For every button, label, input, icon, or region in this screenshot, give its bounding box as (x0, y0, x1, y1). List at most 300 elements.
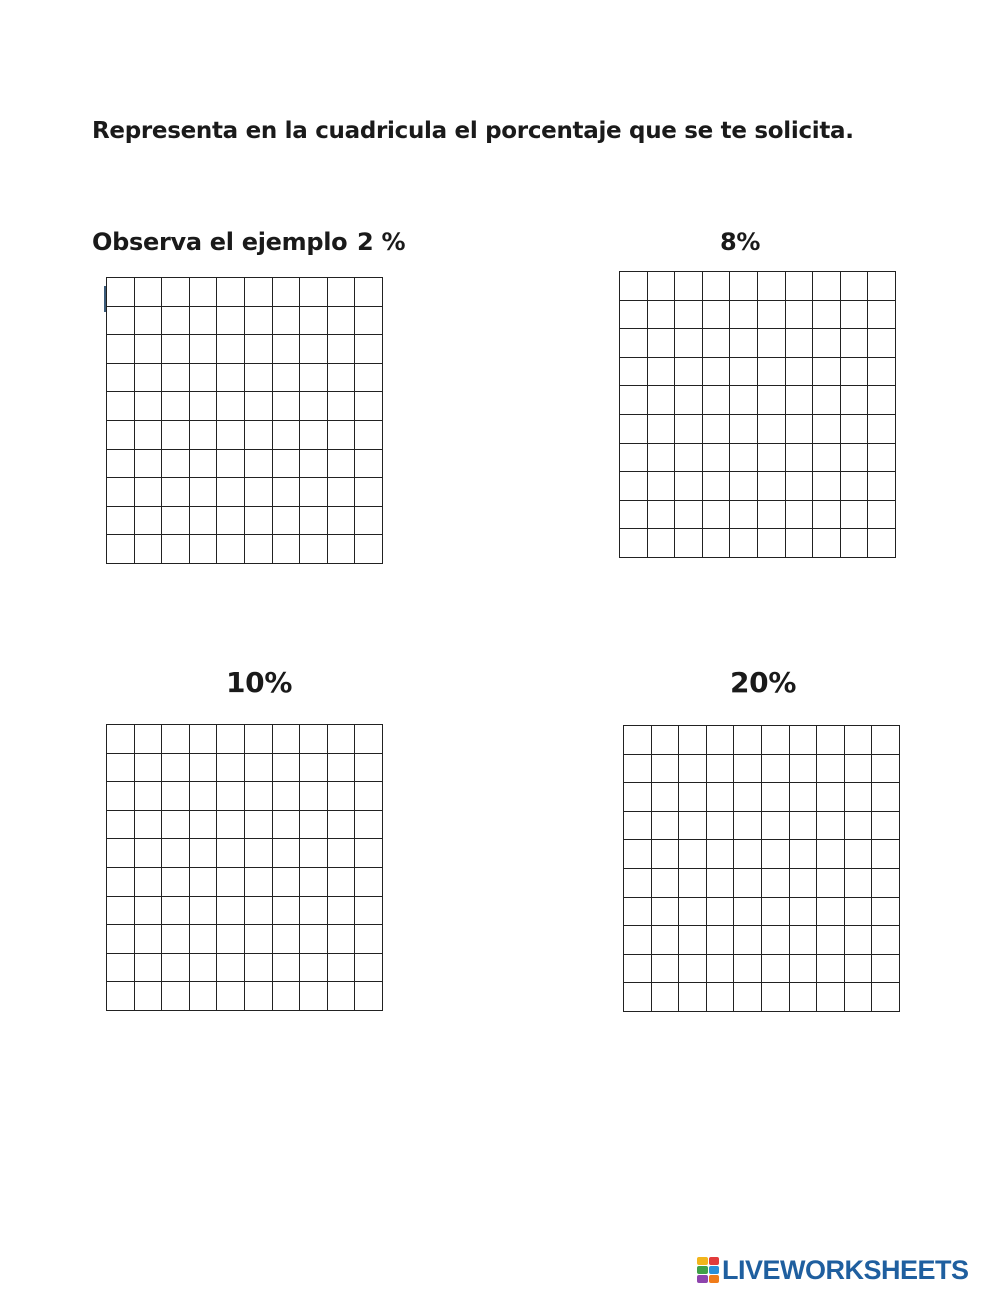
grid-cell[interactable] (162, 725, 190, 754)
grid-cell[interactable] (245, 868, 273, 897)
grid-cell[interactable] (679, 840, 707, 869)
grid-cell[interactable] (135, 535, 163, 564)
grid-cell[interactable] (675, 329, 703, 358)
grid-cell[interactable] (135, 782, 163, 811)
grid-cell[interactable] (107, 897, 135, 926)
grid-cell[interactable] (730, 272, 758, 301)
grid-cell[interactable] (217, 507, 245, 536)
grid-cell[interactable] (300, 507, 328, 536)
grid-cell[interactable] (648, 358, 676, 387)
grid-cell[interactable] (730, 501, 758, 530)
grid-cell[interactable] (813, 529, 841, 558)
grid-cell[interactable] (786, 329, 814, 358)
grid-cell[interactable] (845, 983, 873, 1012)
grid-cell[interactable] (817, 898, 845, 927)
grid-cell[interactable] (355, 392, 383, 421)
grid-cell[interactable] (841, 358, 869, 387)
grid-cell[interactable] (300, 307, 328, 336)
grid-cell[interactable] (162, 982, 190, 1011)
grid-cell[interactable] (135, 392, 163, 421)
grid-cell[interactable] (217, 925, 245, 954)
grid-cell[interactable] (245, 954, 273, 983)
grid-cell[interactable] (730, 444, 758, 473)
grid-cell[interactable] (328, 507, 356, 536)
grid-cell[interactable] (762, 783, 790, 812)
grid-cell[interactable] (679, 983, 707, 1012)
grid-cell[interactable] (845, 755, 873, 784)
grid-cell[interactable] (107, 392, 135, 421)
grid-cell[interactable] (868, 358, 896, 387)
grid-cell[interactable] (300, 392, 328, 421)
grid-cell[interactable] (355, 335, 383, 364)
grid-cell[interactable] (872, 926, 900, 955)
grid-cell[interactable] (217, 307, 245, 336)
grid-cell[interactable] (190, 782, 218, 811)
grid-cell[interactable] (620, 358, 648, 387)
grid-cell[interactable] (107, 982, 135, 1011)
grid-cell[interactable] (217, 335, 245, 364)
grid-cell[interactable] (675, 444, 703, 473)
grid-cell[interactable] (841, 386, 869, 415)
grid-cell[interactable] (135, 421, 163, 450)
grid-cell[interactable] (703, 444, 731, 473)
grid-cell[interactable] (648, 529, 676, 558)
grid-cell[interactable] (162, 450, 190, 479)
grid-cell[interactable] (786, 358, 814, 387)
grid-cell[interactable] (107, 364, 135, 393)
grid-cell[interactable] (273, 754, 301, 783)
grid-cell[interactable] (734, 869, 762, 898)
grid-cell[interactable] (707, 955, 735, 984)
grid-cell[interactable] (758, 272, 786, 301)
grid-cell[interactable] (652, 783, 680, 812)
grid-cell[interactable] (679, 898, 707, 927)
grid-cell[interactable] (620, 529, 648, 558)
grid-cell[interactable] (648, 415, 676, 444)
grid-cell[interactable] (707, 983, 735, 1012)
grid-cell[interactable] (162, 782, 190, 811)
grid-cell[interactable] (648, 444, 676, 473)
grid-cell[interactable] (135, 725, 163, 754)
grid-cell[interactable] (841, 301, 869, 330)
grid-cell[interactable] (786, 444, 814, 473)
grid-cell[interactable] (703, 272, 731, 301)
grid-cell[interactable] (162, 335, 190, 364)
grid-cell[interactable] (328, 982, 356, 1011)
grid-cell[interactable] (190, 725, 218, 754)
grid-cell[interactable] (620, 272, 648, 301)
grid-cell[interactable] (762, 869, 790, 898)
grid-cell[interactable] (300, 535, 328, 564)
grid-cell[interactable] (679, 812, 707, 841)
grid-cell[interactable] (135, 954, 163, 983)
grid-cell[interactable] (624, 869, 652, 898)
grid-cell[interactable] (300, 725, 328, 754)
grid-10-percent[interactable] (106, 724, 383, 1011)
grid-cell[interactable] (135, 278, 163, 307)
grid-cell[interactable] (762, 955, 790, 984)
grid-cell[interactable] (217, 421, 245, 450)
grid-cell[interactable] (758, 529, 786, 558)
grid-cell[interactable] (300, 925, 328, 954)
grid-cell[interactable] (355, 982, 383, 1011)
grid-cell[interactable] (245, 754, 273, 783)
grid-cell[interactable] (652, 926, 680, 955)
grid-cell[interactable] (245, 839, 273, 868)
grid-cell[interactable] (135, 335, 163, 364)
grid-cell[interactable] (245, 278, 273, 307)
grid-cell[interactable] (786, 272, 814, 301)
grid-cell[interactable] (758, 358, 786, 387)
grid-cell[interactable] (734, 898, 762, 927)
grid-cell[interactable] (355, 782, 383, 811)
grid-cell[interactable] (872, 869, 900, 898)
grid-cell[interactable] (817, 869, 845, 898)
grid-cell[interactable] (162, 868, 190, 897)
grid-cell[interactable] (107, 754, 135, 783)
grid-cell[interactable] (328, 754, 356, 783)
grid-cell[interactable] (652, 726, 680, 755)
grid-cell[interactable] (841, 415, 869, 444)
grid-cell[interactable] (355, 868, 383, 897)
grid-cell[interactable] (135, 839, 163, 868)
grid-cell[interactable] (107, 839, 135, 868)
grid-cell[interactable] (730, 301, 758, 330)
grid-cell[interactable] (730, 358, 758, 387)
grid-cell[interactable] (273, 725, 301, 754)
grid-cell[interactable] (707, 812, 735, 841)
grid-cell[interactable] (868, 501, 896, 530)
grid-cell[interactable] (355, 278, 383, 307)
grid-cell[interactable] (217, 982, 245, 1011)
grid-cell[interactable] (703, 501, 731, 530)
grid-cell[interactable] (190, 897, 218, 926)
grid-cell[interactable] (162, 392, 190, 421)
grid-cell[interactable] (703, 472, 731, 501)
grid-cell[interactable] (355, 811, 383, 840)
grid-cell[interactable] (648, 472, 676, 501)
grid-cell[interactable] (273, 811, 301, 840)
grid-cell[interactable] (872, 755, 900, 784)
grid-cell[interactable] (624, 898, 652, 927)
grid-cell[interactable] (245, 307, 273, 336)
grid-cell[interactable] (813, 472, 841, 501)
grid-cell[interactable] (162, 897, 190, 926)
grid-cell[interactable] (328, 392, 356, 421)
grid-cell[interactable] (841, 529, 869, 558)
grid-cell[interactable] (624, 983, 652, 1012)
grid-cell[interactable] (703, 386, 731, 415)
grid-cell[interactable] (620, 501, 648, 530)
grid-cell[interactable] (107, 421, 135, 450)
grid-cell[interactable] (328, 450, 356, 479)
grid-cell[interactable] (355, 307, 383, 336)
grid-cell[interactable] (273, 507, 301, 536)
grid-cell[interactable] (107, 307, 135, 336)
grid-cell[interactable] (245, 982, 273, 1011)
grid-cell[interactable] (273, 364, 301, 393)
grid-cell[interactable] (245, 421, 273, 450)
grid-cell[interactable] (620, 329, 648, 358)
grid-cell[interactable] (872, 812, 900, 841)
grid-cell[interactable] (300, 450, 328, 479)
grid-cell[interactable] (217, 478, 245, 507)
grid-cell[interactable] (790, 955, 818, 984)
grid-cell[interactable] (817, 926, 845, 955)
grid-cell[interactable] (762, 812, 790, 841)
grid-cell[interactable] (734, 926, 762, 955)
grid-cell[interactable] (190, 754, 218, 783)
grid-cell[interactable] (135, 925, 163, 954)
grid-cell[interactable] (675, 358, 703, 387)
grid-cell[interactable] (107, 478, 135, 507)
grid-cell[interactable] (730, 386, 758, 415)
grid-cell[interactable] (648, 501, 676, 530)
grid-cell[interactable] (872, 783, 900, 812)
grid-cell[interactable] (790, 755, 818, 784)
grid-cell[interactable] (217, 954, 245, 983)
grid-cell[interactable] (813, 386, 841, 415)
grid-cell[interactable] (300, 335, 328, 364)
grid-cell[interactable] (872, 983, 900, 1012)
grid-cell[interactable] (162, 278, 190, 307)
grid-cell[interactable] (624, 783, 652, 812)
grid-cell[interactable] (790, 926, 818, 955)
grid-cell[interactable] (245, 364, 273, 393)
grid-cell[interactable] (872, 840, 900, 869)
grid-cell[interactable] (679, 783, 707, 812)
grid-cell[interactable] (328, 925, 356, 954)
grid-cell[interactable] (817, 755, 845, 784)
grid-cell[interactable] (624, 926, 652, 955)
grid-cell[interactable] (355, 507, 383, 536)
grid-cell[interactable] (217, 839, 245, 868)
grid-cell[interactable] (845, 898, 873, 927)
grid-cell[interactable] (868, 529, 896, 558)
grid-cell[interactable] (135, 478, 163, 507)
grid-cell[interactable] (703, 529, 731, 558)
grid-cell[interactable] (162, 754, 190, 783)
grid-cell[interactable] (162, 811, 190, 840)
grid-cell[interactable] (190, 811, 218, 840)
grid-cell[interactable] (790, 783, 818, 812)
grid-cell[interactable] (107, 868, 135, 897)
grid-cell[interactable] (355, 478, 383, 507)
grid-cell[interactable] (620, 386, 648, 415)
grid-cell[interactable] (162, 307, 190, 336)
grid-cell[interactable] (675, 529, 703, 558)
grid-cell[interactable] (107, 954, 135, 983)
grid-cell[interactable] (190, 954, 218, 983)
grid-cell[interactable] (734, 840, 762, 869)
grid-cell[interactable] (135, 754, 163, 783)
grid-cell[interactable] (328, 782, 356, 811)
grid-cell[interactable] (217, 278, 245, 307)
grid-cell[interactable] (107, 535, 135, 564)
grid-cell[interactable] (790, 726, 818, 755)
grid-cell[interactable] (648, 329, 676, 358)
grid-cell[interactable] (190, 392, 218, 421)
grid-cell[interactable] (355, 421, 383, 450)
grid-cell[interactable] (841, 472, 869, 501)
grid-cell[interactable] (273, 278, 301, 307)
grid-cell[interactable] (273, 925, 301, 954)
grid-cell[interactable] (652, 812, 680, 841)
grid-cell[interactable] (648, 272, 676, 301)
grid-cell[interactable] (758, 415, 786, 444)
grid-cell[interactable] (703, 329, 731, 358)
grid-cell[interactable] (817, 983, 845, 1012)
grid-cell[interactable] (758, 501, 786, 530)
grid-cell[interactable] (217, 754, 245, 783)
grid-cell[interactable] (868, 472, 896, 501)
grid-cell[interactable] (624, 812, 652, 841)
grid-cell[interactable] (845, 955, 873, 984)
grid-cell[interactable] (162, 507, 190, 536)
grid-cell[interactable] (300, 982, 328, 1011)
grid-cell[interactable] (620, 301, 648, 330)
grid-cell[interactable] (245, 392, 273, 421)
grid-cell[interactable] (245, 725, 273, 754)
grid-cell[interactable] (734, 783, 762, 812)
grid-cell[interactable] (813, 301, 841, 330)
grid-cell[interactable] (679, 955, 707, 984)
grid-cell[interactable] (135, 507, 163, 536)
grid-cell[interactable] (790, 869, 818, 898)
grid-cell[interactable] (135, 811, 163, 840)
grid-cell[interactable] (328, 954, 356, 983)
grid-cell[interactable] (652, 955, 680, 984)
grid-cell[interactable] (190, 535, 218, 564)
grid-cell[interactable] (679, 726, 707, 755)
grid-cell[interactable] (190, 507, 218, 536)
grid-cell[interactable] (107, 725, 135, 754)
grid-cell[interactable] (190, 982, 218, 1011)
grid-cell[interactable] (273, 954, 301, 983)
grid-cell[interactable] (872, 898, 900, 927)
grid-cell[interactable] (190, 478, 218, 507)
example-grid[interactable] (106, 277, 383, 564)
grid-cell[interactable] (245, 897, 273, 926)
grid-cell[interactable] (300, 278, 328, 307)
grid-cell[interactable] (786, 415, 814, 444)
grid-cell[interactable] (300, 897, 328, 926)
grid-cell[interactable] (300, 811, 328, 840)
grid-cell[interactable] (841, 444, 869, 473)
grid-cell[interactable] (762, 840, 790, 869)
grid-cell[interactable] (652, 983, 680, 1012)
grid-cell[interactable] (135, 450, 163, 479)
grid-cell[interactable] (328, 811, 356, 840)
grid-cell[interactable] (328, 535, 356, 564)
grid-cell[interactable] (868, 301, 896, 330)
grid-cell[interactable] (758, 329, 786, 358)
grid-cell[interactable] (730, 472, 758, 501)
grid-cell[interactable] (790, 983, 818, 1012)
grid-cell[interactable] (620, 415, 648, 444)
grid-cell[interactable] (273, 307, 301, 336)
grid-cell[interactable] (328, 335, 356, 364)
grid-cell[interactable] (703, 358, 731, 387)
grid-cell[interactable] (762, 983, 790, 1012)
grid-cell[interactable] (273, 868, 301, 897)
grid-cell[interactable] (786, 529, 814, 558)
grid-cell[interactable] (107, 450, 135, 479)
grid-cell[interactable] (845, 812, 873, 841)
grid-cell[interactable] (355, 839, 383, 868)
grid-cell[interactable] (786, 501, 814, 530)
grid-cell[interactable] (245, 507, 273, 536)
grid-cell[interactable] (762, 726, 790, 755)
grid-cell[interactable] (135, 364, 163, 393)
grid-cell[interactable] (217, 782, 245, 811)
grid-cell[interactable] (707, 926, 735, 955)
grid-cell[interactable] (813, 501, 841, 530)
grid-cell[interactable] (707, 840, 735, 869)
grid-cell[interactable] (300, 421, 328, 450)
grid-cell[interactable] (786, 301, 814, 330)
grid-cell[interactable] (273, 782, 301, 811)
grid-cell[interactable] (107, 782, 135, 811)
grid-cell[interactable] (845, 926, 873, 955)
grid-cell[interactable] (328, 307, 356, 336)
grid-cell[interactable] (675, 272, 703, 301)
grid-cell[interactable] (734, 755, 762, 784)
grid-cell[interactable] (868, 415, 896, 444)
grid-cell[interactable] (300, 754, 328, 783)
grid-cell[interactable] (217, 868, 245, 897)
grid-cell[interactable] (813, 358, 841, 387)
grid-cell[interactable] (300, 478, 328, 507)
grid-cell[interactable] (675, 415, 703, 444)
grid-cell[interactable] (762, 926, 790, 955)
grid-cell[interactable] (190, 925, 218, 954)
grid-cell[interactable] (817, 783, 845, 812)
grid-cell[interactable] (217, 725, 245, 754)
grid-cell[interactable] (868, 386, 896, 415)
grid-cell[interactable] (872, 955, 900, 984)
grid-cell[interactable] (245, 335, 273, 364)
grid-cell[interactable] (868, 272, 896, 301)
grid-cell[interactable] (162, 954, 190, 983)
grid-cell[interactable] (190, 364, 218, 393)
grid-cell[interactable] (245, 478, 273, 507)
grid-cell[interactable] (652, 869, 680, 898)
grid-cell[interactable] (758, 472, 786, 501)
grid-cell[interactable] (734, 812, 762, 841)
grid-cell[interactable] (813, 272, 841, 301)
grid-cell[interactable] (707, 783, 735, 812)
grid-cell[interactable] (790, 898, 818, 927)
grid-cell[interactable] (190, 450, 218, 479)
grid-cell[interactable] (245, 535, 273, 564)
grid-cell[interactable] (328, 839, 356, 868)
grid-cell[interactable] (217, 450, 245, 479)
grid-cell[interactable] (245, 450, 273, 479)
grid-cell[interactable] (762, 755, 790, 784)
grid-cell[interactable] (190, 335, 218, 364)
grid-cell[interactable] (624, 955, 652, 984)
grid-cell[interactable] (273, 421, 301, 450)
grid-cell[interactable] (328, 421, 356, 450)
grid-cell[interactable] (273, 839, 301, 868)
grid-cell[interactable] (162, 364, 190, 393)
grid-cell[interactable] (652, 755, 680, 784)
grid-cell[interactable] (190, 868, 218, 897)
grid-cell[interactable] (300, 364, 328, 393)
grid-cell[interactable] (273, 478, 301, 507)
grid-cell[interactable] (734, 983, 762, 1012)
